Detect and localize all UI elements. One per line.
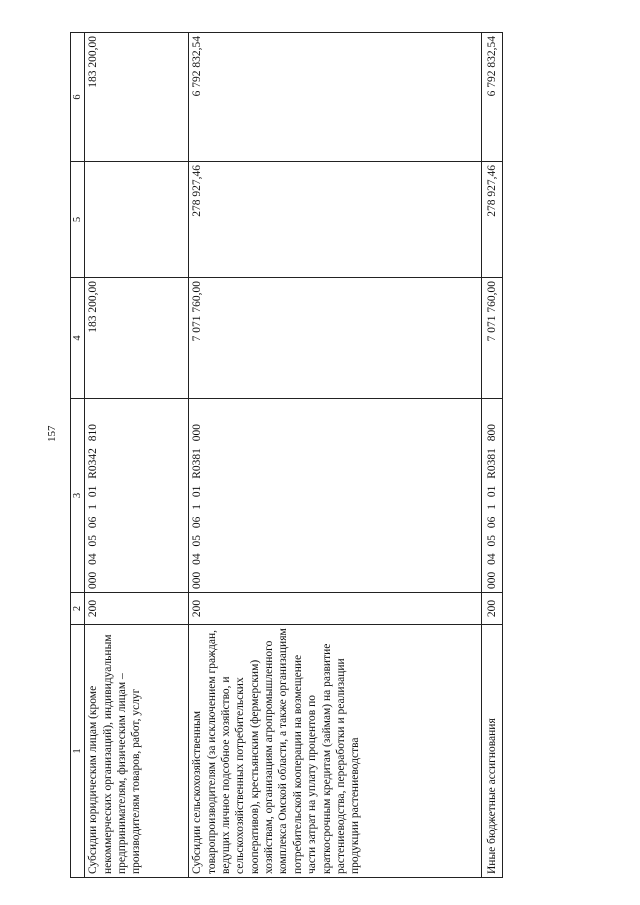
row-col5-value: 278 927,46 bbox=[189, 162, 482, 278]
page-number: 157 bbox=[46, 425, 58, 442]
row-budget-code: 000 04 05 06 1 01 R0381 800 bbox=[482, 399, 503, 593]
row-budget-code: 000 04 05 06 1 01 R0342 810 bbox=[85, 399, 189, 593]
row-col6-value: 183 200,00 bbox=[85, 33, 189, 162]
header-col-4: 4 bbox=[71, 278, 85, 399]
header-col-1: 1 bbox=[71, 625, 85, 878]
table-row bbox=[482, 33, 503, 878]
rotated-table-container bbox=[70, 33, 500, 878]
table-row bbox=[85, 33, 189, 878]
row-admin-code: 200 bbox=[482, 593, 503, 625]
header-col-2: 2 bbox=[71, 593, 85, 625]
row-admin-code: 200 bbox=[85, 593, 189, 625]
budget-table bbox=[70, 32, 503, 878]
row-name: Иные бюджетные ассигнования bbox=[482, 625, 503, 878]
row-col5-value: 278 927,46 bbox=[482, 162, 503, 278]
header-col-5: 5 bbox=[71, 162, 85, 278]
row-col4-value: 183 200,00 bbox=[85, 278, 189, 399]
row-name: Субсидии сельскохозяйственным товаропроизводителям (за исключением граждан, ведущих личное подсобное хозяйство, и сельскохозяйственных потребительских кооперативов), крестьянским (фермерским) хозяйствам, организациям агропромышленного комплекса Омской области, а также организациям потребительской кооперации на возмещение части затрат на уплату процентов по краткосрочным кредитам (займам) на развитие растениеводства, переработки и реализации продукции растениеводства bbox=[189, 625, 482, 878]
row-col5-value bbox=[85, 162, 189, 278]
row-budget-code: 000 04 05 06 1 01 R0381 000 bbox=[189, 399, 482, 593]
row-col4-value: 7 071 760,00 bbox=[482, 278, 503, 399]
row-col6-value: 6 792 832,54 bbox=[189, 33, 482, 162]
row-col4-value: 7 071 760,00 bbox=[189, 278, 482, 399]
header-col-3: 3 bbox=[71, 399, 85, 593]
row-col6-value: 6 792 832,54 bbox=[482, 33, 503, 162]
row-admin-code: 200 bbox=[189, 593, 482, 625]
table-row bbox=[189, 33, 482, 878]
row-name: Субсидии юридическим лицам (кроме некоммерческих организаций), индивидуальным предпринимателям, физическим лицам – производителям товаров, работ, услуг bbox=[85, 625, 189, 878]
table-header-row bbox=[71, 33, 85, 878]
header-col-6: 6 bbox=[71, 33, 85, 162]
